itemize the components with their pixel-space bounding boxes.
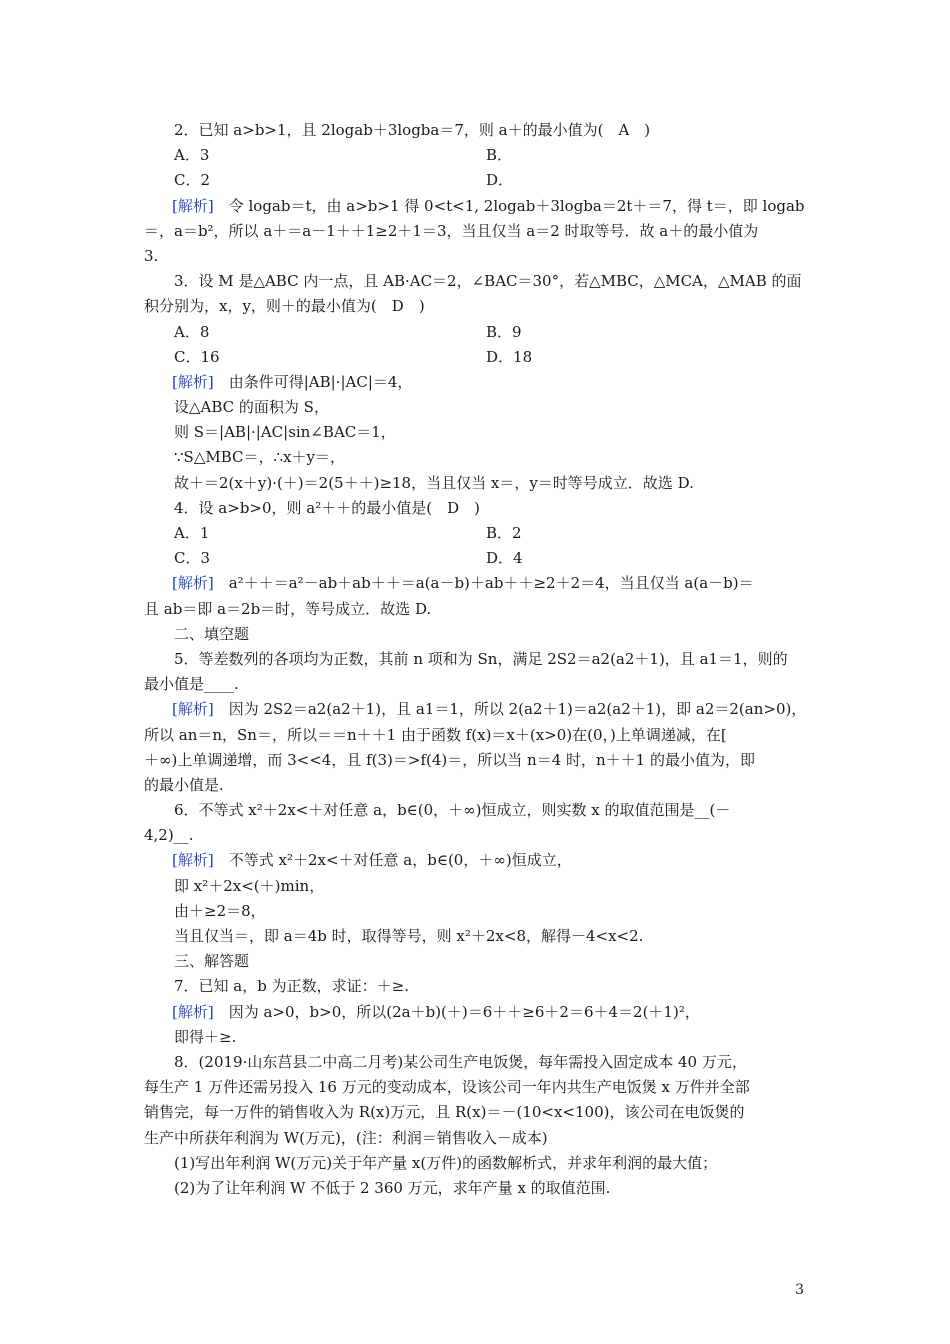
- option-left: C．16: [174, 347, 220, 366]
- analysis-line: [144, 370, 810, 395]
- analysis-tag: [解析]: [172, 851, 214, 870]
- text-line: 8．(2019·山东莒县二中高二月考)某公司生产电饭煲，每年需投入固定成本 40 万元，: [174, 1052, 747, 1071]
- page-number: 3: [795, 1282, 804, 1298]
- analysis-tag: [解析]: [172, 196, 214, 215]
- text-line: 的最小值是.: [144, 775, 224, 794]
- text-line: 设△ABC 的面积为 S，: [174, 398, 329, 417]
- text-line: 3．设 M 是△ABC 内一点，且 AB·AC＝2，∠BAC＝30°，若△MBC，△MCA，△MAB 的面: [174, 272, 802, 291]
- analysis-line: [144, 194, 810, 219]
- text-line: 最小值是____.: [144, 675, 239, 694]
- text-line: 则 S＝|AB|·|AC|sin∠BAC＝1，: [174, 423, 396, 442]
- option-left: C．3: [174, 549, 211, 568]
- text-line: 7．已知 a，b 为正数，求证：＋≥.: [174, 977, 409, 996]
- text-line: ＋∞)上单调递增，而 3<<4，且 f(3)＝>f(4)＝，所以当 n＝4 时，n＋＋1 的最小值为，即: [144, 750, 755, 769]
- option-right: B．9: [486, 322, 522, 341]
- text-line: 6．不等式 x²＋2x<＋对任意 a，b∈(0，＋∞)恒成立，则实数 x 的取值范围是__(－: [174, 801, 731, 820]
- option-left: C．2: [174, 171, 211, 190]
- analysis-tag: [解析]: [172, 372, 214, 391]
- analysis-tag: [解析]: [172, 1002, 214, 1021]
- text-line: (2)为了让年利润 W 不低于 2 360 万元，求年产量 x 的取值范围.: [174, 1178, 611, 1197]
- option-left: A．8: [174, 322, 210, 341]
- text-line: 三、解答题: [174, 952, 250, 971]
- option-right: B．: [486, 146, 513, 165]
- text-line: 且 ab＝即 a＝2b＝时，等号成立．故选 D.: [144, 599, 432, 618]
- answer-options-row: [144, 168, 810, 193]
- text-line: 销售完，每一万件的销售收入为 R(x)万元，且 R(x)＝－(10<x<100)，该公司在电饭煲的: [144, 1103, 745, 1122]
- analysis-line: [144, 697, 810, 722]
- text-line: 5．等差数列的各项均为正数，其前 n 项和为 Sn，满足 2S2＝a2(a2＋1)，且 a1＝1，则的: [174, 649, 788, 668]
- analysis-line: [144, 571, 810, 596]
- analysis-tag: [解析]: [172, 574, 214, 593]
- text-line: 所以 an＝n，Sn＝，所以＝＝n＋＋1 由于函数 f(x)＝x＋(x>0)在(0，)上单调递减，在[: [144, 725, 727, 744]
- analysis-line: [144, 1000, 810, 1025]
- text-line: ＝，a＝b²，所以 a＋＝a－1＋＋1≥2＋1＝3，当且仅当 a＝2 时取等号．故 a＋的最小值为: [144, 221, 759, 240]
- answer-options-row: [144, 143, 810, 168]
- analysis-text: 因为 a>0，b>0，所以(2a＋b)(＋)＝6＋＋≥6＋2＝6＋4＝2(＋1)²，: [213, 1002, 700, 1021]
- text-line: 当且仅当＝，即 a＝4b 时，取得等号，则 x²＋2x<8，解得－4<x<2.: [174, 927, 644, 945]
- document-body: [144, 118, 810, 1201]
- option-right: D．18: [486, 347, 533, 366]
- analysis-text: 因为 2S2＝a2(a2＋1)，且 a1＝1，所以 2(a2＋1)＝a2(a2＋1)，即 a2＝2(an>0)，: [213, 700, 807, 719]
- text-line: 每生产 1 万件还需另投入 16 万元的变动成本，设该公司一年内共生产电饭煲 x 万件并全部: [144, 1078, 750, 1097]
- text-line: 2．已知 a>b>1，且 2logab＋3logba＝7，则 a＋的最小值为( A ): [174, 121, 651, 139]
- text-line: 由＋≥2＝8，: [174, 901, 266, 920]
- text-line: (1)写出年利润 W(万元)关于年产量 x(万件)的函数解析式，并求年利润的最大值；: [174, 1153, 718, 1172]
- option-right: D．4: [486, 549, 523, 568]
- analysis-text: 由条件可得|AB|·|AC|＝4，: [213, 372, 413, 391]
- text-line: 即 x²＋2x<(＋)min，: [174, 876, 325, 895]
- text-line: 生产中所获年利润为 W(万元)，(注：利润＝销售收入－成本): [144, 1128, 548, 1147]
- text-line: 二、填空题: [174, 624, 250, 643]
- option-left: A．3: [174, 146, 210, 165]
- option-right: D．: [486, 171, 514, 190]
- analysis-text: 令 logab＝t，由 a>b>1 得 0<t<1, 2logab＋3logba＝2t＋＝7，得 t＝，即 logab: [213, 196, 805, 215]
- answer-options-row: [144, 345, 810, 370]
- answer-options-row: [144, 546, 810, 571]
- text-line: 故＋＝2(x＋y)·(＋)＝2(5＋＋)≥18，当且仅当 x＝，y＝时等号成立．故选 D.: [174, 473, 694, 492]
- answer-options-row: [144, 521, 810, 546]
- analysis-line: [144, 848, 810, 873]
- answer-options-row: [144, 320, 810, 345]
- text-line: 4．设 a>b>0，则 a²＋＋的最小值是( D ): [174, 498, 480, 517]
- text-line: ∵S△MBC＝，∴x＋y＝，: [174, 448, 345, 467]
- option-left: A．1: [174, 524, 210, 542]
- text-line: 4,2)__.: [144, 826, 194, 845]
- text-line: 积分别为，x，y，则＋的最小值为( D ): [144, 297, 425, 316]
- option-right: B．2: [486, 524, 522, 542]
- analysis-tag: [解析]: [172, 700, 214, 719]
- analysis-text: a²＋＋＝a²－ab＋ab＋＋＝a(a－b)＋ab＋＋≥2＋2＝4，当且仅当 a(a－b)＝: [213, 574, 754, 593]
- text-line: 3.: [144, 246, 159, 265]
- text-line: 即得＋≥.: [174, 1027, 237, 1046]
- analysis-text: 不等式 x²＋2x<＋对任意 a，b∈(0，＋∞)恒成立，: [213, 851, 572, 870]
